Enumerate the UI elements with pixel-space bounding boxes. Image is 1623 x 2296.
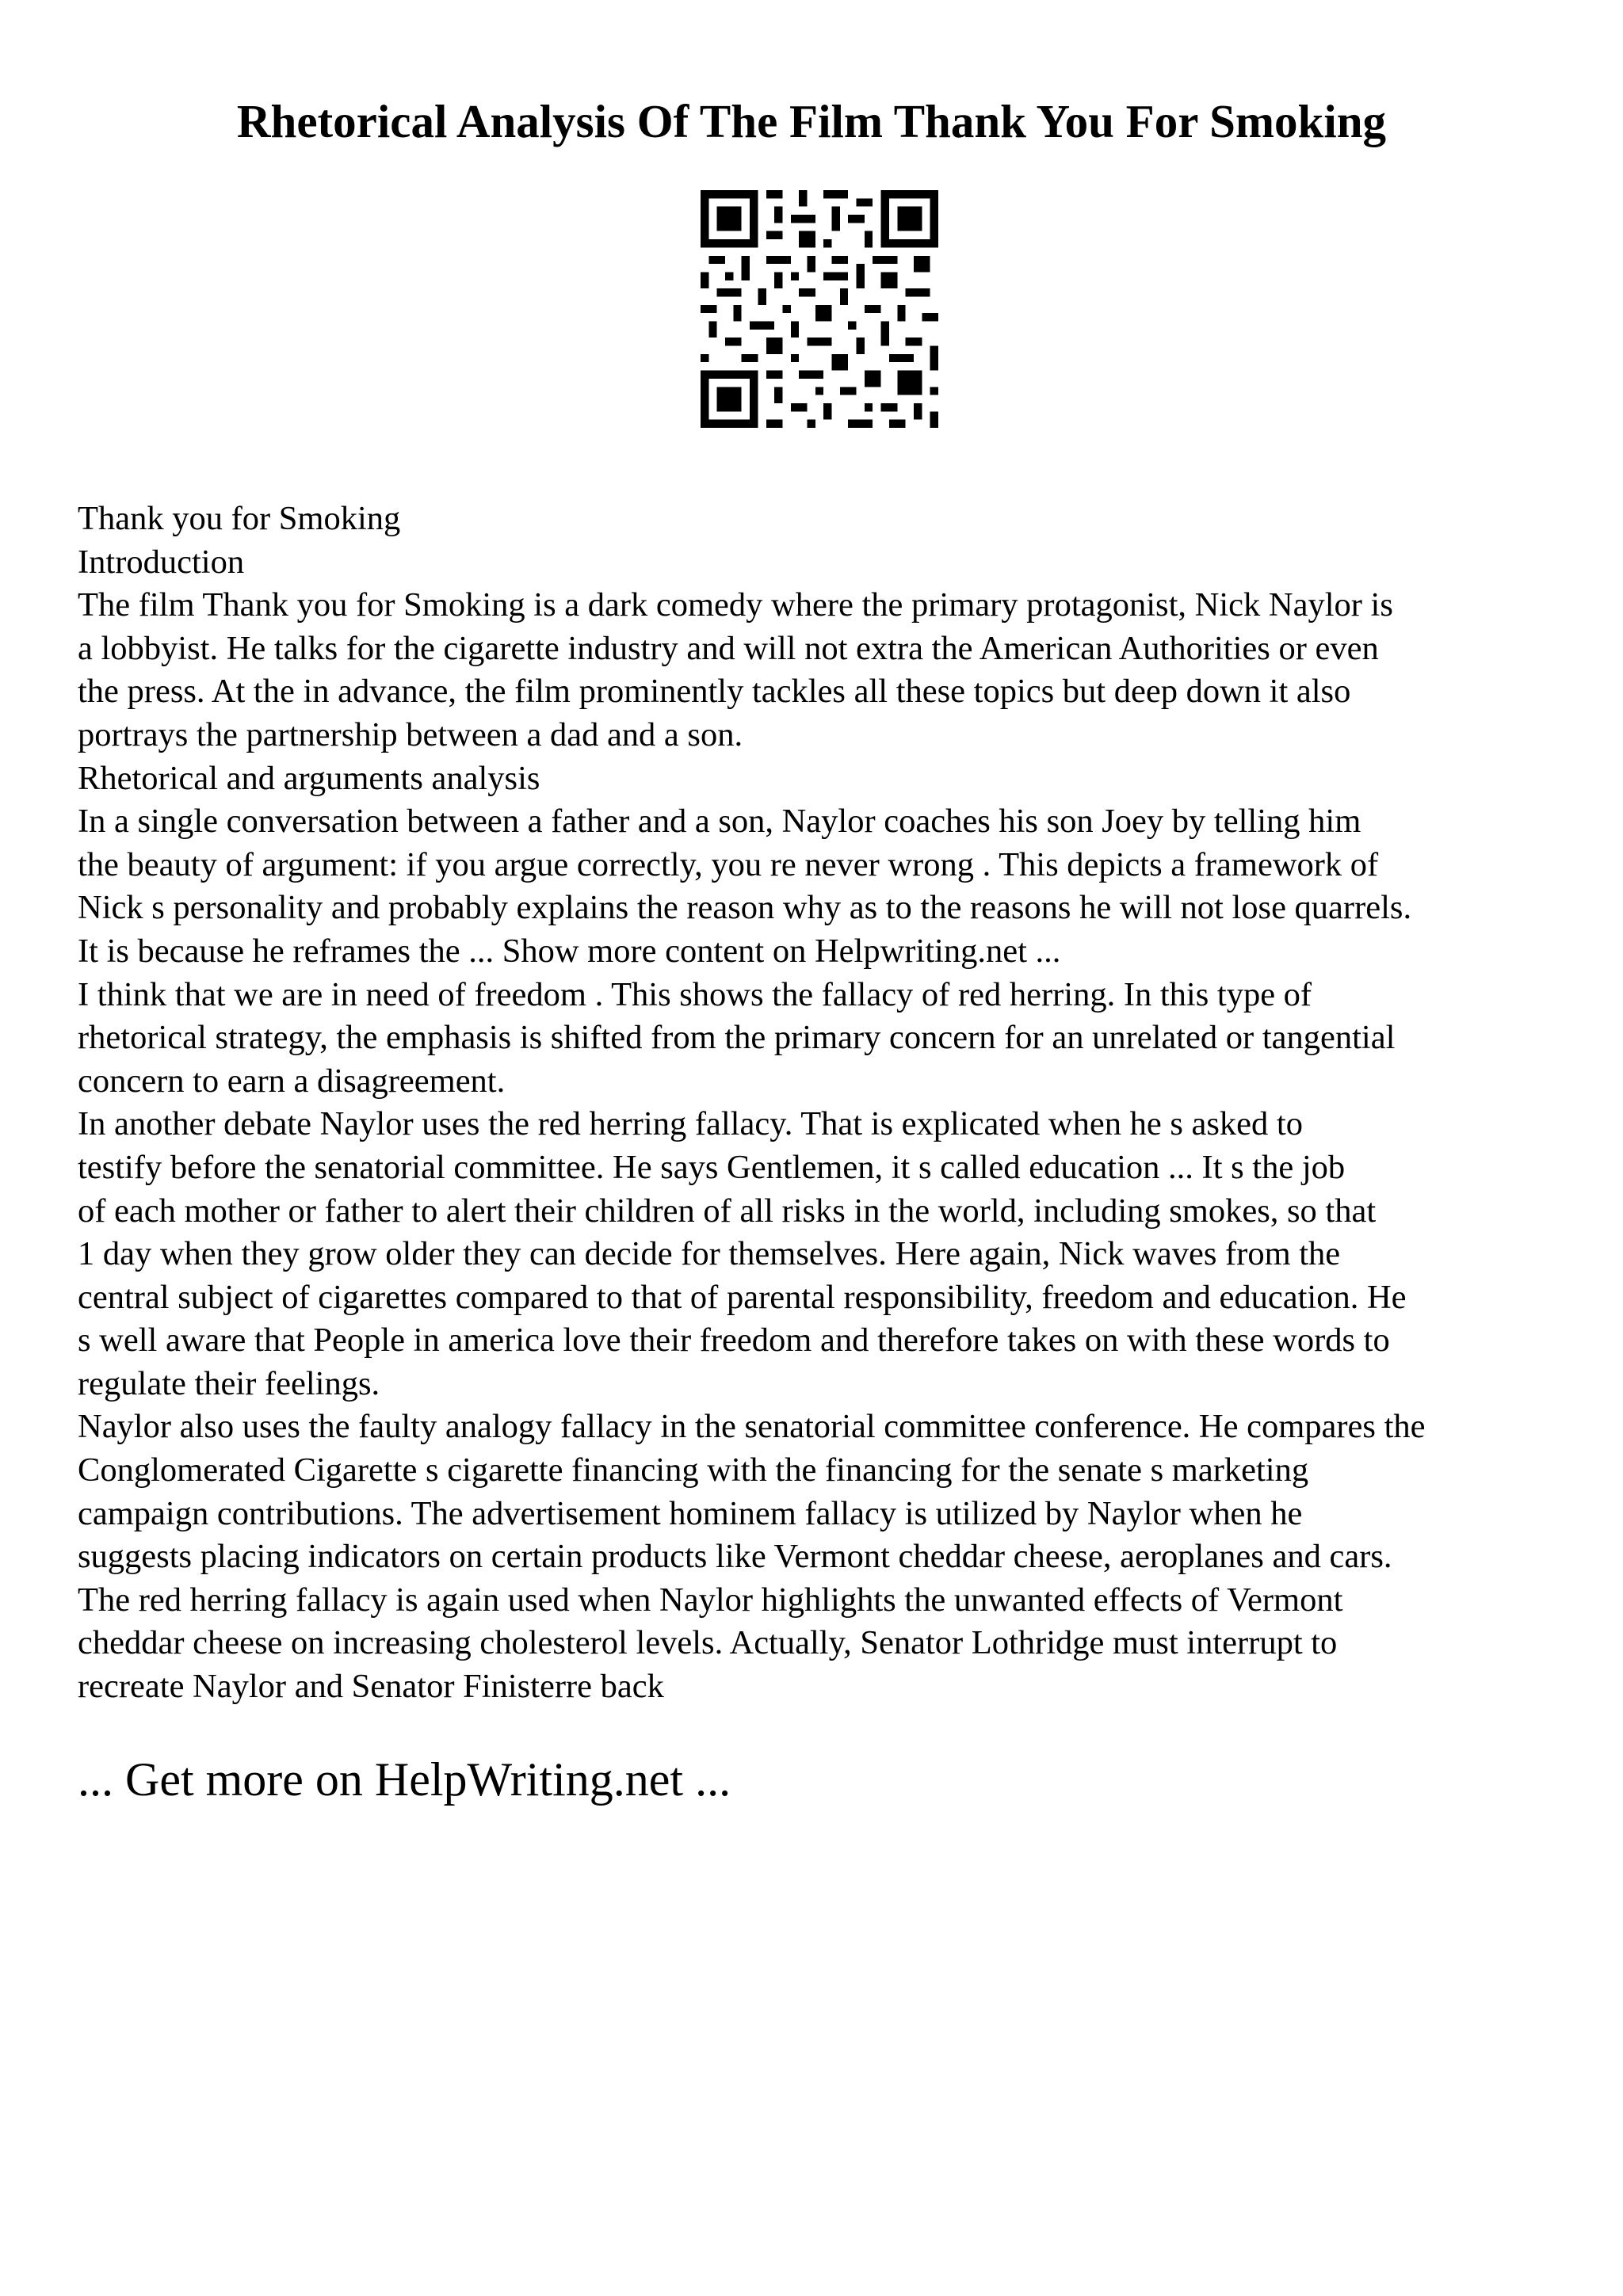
text-line: It is because he reframes the ... Show more content on Helpwriting.net ... [78, 932, 1061, 970]
text-line: regulate their feelings. [78, 1364, 380, 1402]
text-line: I think that we are in need of freedom . This shows the fallacy of red herring. In this type of [78, 975, 1312, 1013]
section-heading: Introduction [78, 543, 245, 581]
text-line: rhetorical strategy, the emphasis is shifted from the primary concern for an unrelated or tangential [78, 1019, 1396, 1057]
text-line: recreate Naylor and Senator Finisterre back [78, 1668, 664, 1706]
text-line: the beauty of argument: if you argue correctly, you re never wrong . This depicts a framework of [78, 845, 1379, 883]
text-line: In another debate Naylor uses the red herring fallacy. That is explicated when he s asked to [78, 1105, 1303, 1143]
text-line: Conglomerated Cigarette s cigarette financing with the financing for the senate s marketing [78, 1451, 1309, 1489]
text-line: campaign contributions. The advertisement hominem fallacy is utilized by Naylor when he [78, 1494, 1303, 1532]
text-line: In a single conversation between a father and a son, Naylor coaches his son Joey by telling him [78, 803, 1361, 841]
get-more-link[interactable]: ... Get more on HelpWriting.net ... [78, 1753, 731, 1806]
text-line: 1 day when they grow older they can decide for themselves. Here again, Nick waves from the [78, 1235, 1341, 1273]
text-line: portrays the partnership between a dad and a son. [78, 715, 743, 753]
text-line: The red herring fallacy is again used when Naylor highlights the unwanted effects of Vermont [78, 1581, 1343, 1619]
section-title: Thank you for Smoking [78, 500, 401, 537]
text-line: concern to earn a disagreement. [78, 1062, 506, 1100]
text-line: the press. At the in advance, the film prominently tackles all these topics but deep down it also [78, 673, 1351, 711]
text-line: of each mother or father to alert their children of all risks in the world, including smokes, so that [78, 1192, 1377, 1230]
text-line: testify before the senatorial committee. He says Gentlemen, it s called education ... It s the job [78, 1148, 1346, 1186]
text-line: Nick s personality and probably explains the reason why as to the reasons he will not lose quarrels. [78, 889, 1412, 927]
section-heading: Rhetorical and arguments analysis [78, 759, 540, 797]
document-body [78, 498, 1568, 1709]
text-line: suggests placing indicators on certain products like Vermont cheddar cheese, aeroplanes and cars. [78, 1538, 1392, 1576]
text-line: cheddar cheese on increasing cholesterol levels. Actually, Senator Lothridge must interrupt to [78, 1624, 1338, 1662]
text-line: a lobbyist. He talks for the cigarette industry and will not extra the American Authorities or even [78, 629, 1379, 667]
qr-code-icon [701, 190, 938, 428]
text-line: Naylor also uses the faulty analogy fallacy in the senatorial committee conference. He compares the [78, 1408, 1426, 1446]
text-line: central subject of cigarettes compared to that of parental responsibility, freedom and education. He [78, 1278, 1407, 1316]
text-line: The film Thank you for Smoking is a dark comedy where the primary protagonist, Nick Naylor is [78, 586, 1393, 624]
text-line: s well aware that People in america love their freedom and therefore takes on with these words to [78, 1322, 1390, 1360]
document-title: Rhetorical Analysis Of The Film Thank You For Smoking [236, 95, 1387, 147]
